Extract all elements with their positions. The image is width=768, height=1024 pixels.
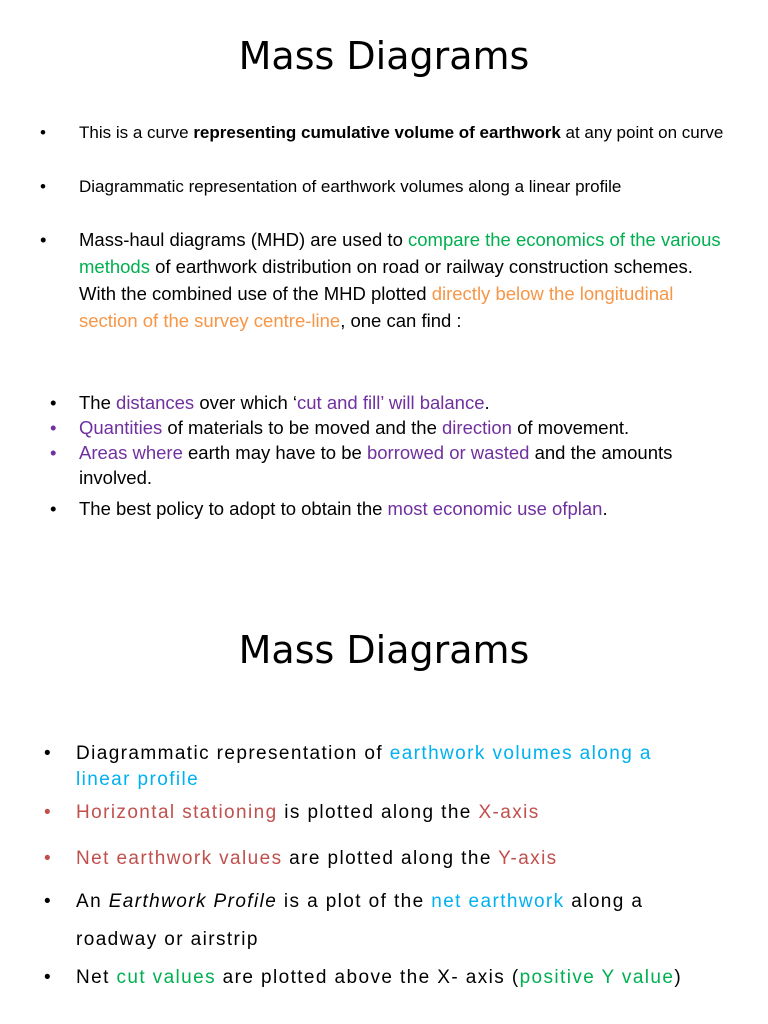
- bullet-marker: •: [40, 229, 47, 250]
- text-run: ): [674, 967, 683, 988]
- bullet-marker: •: [44, 848, 53, 869]
- text-run: Diagrammatic representation of: [76, 743, 390, 764]
- bullet-net-cut-values: [76, 965, 686, 991]
- text-run-blue: earthwork volumes along a linear profile: [76, 743, 652, 790]
- text-run: are plotted along the: [282, 848, 499, 869]
- text-run: is plotted along the: [277, 802, 479, 823]
- bullet-cumulative-curve: [79, 119, 739, 146]
- bullet-marker: •: [44, 967, 53, 988]
- text-run-purple: cut and fill’ will balance: [297, 392, 485, 413]
- text-run: is a plot of the: [277, 891, 432, 912]
- text-run: of movement.: [511, 417, 630, 438]
- text-run: of materials to be moved and the: [162, 417, 443, 438]
- slide-title: Mass Diagrams: [238, 34, 530, 78]
- bullet-marker: •: [40, 177, 46, 196]
- bullet-diagrammatic: [76, 741, 676, 793]
- text-run-purple: borrowed or wasted: [366, 442, 530, 463]
- text-run: Net: [76, 967, 117, 988]
- text-run-orange: directly below the longitudinal section of the survey centre-line: [79, 283, 674, 331]
- bullet-marker: •: [50, 417, 57, 438]
- text-run-red: X-axis: [478, 802, 540, 823]
- text-run: .: [602, 498, 608, 519]
- text-run-purple: most economic use ofplan: [387, 498, 603, 519]
- text-run: along a roadway or airstrip: [76, 891, 644, 950]
- text-run: are plotted above the X- axis (: [216, 967, 520, 988]
- text-run-green: compare the economics of the various methods: [79, 229, 721, 277]
- text-run-red: Net earthwork values: [76, 848, 283, 869]
- text-run-italic: Earthwork Profile: [108, 891, 278, 912]
- slide-2: [0, 600, 768, 1024]
- text-run: at any point on curve: [560, 123, 724, 142]
- text-run: and the amounts involved.: [79, 442, 673, 488]
- text-run-green: positive Y value: [519, 967, 675, 988]
- bullet-marker: •: [50, 498, 57, 519]
- text-run-bold: representing cumulative volume of earthwork: [193, 123, 561, 142]
- bullet-marker: •: [44, 743, 53, 764]
- bullet-net-earthwork-values: [76, 846, 736, 872]
- bullet-marker: •: [44, 802, 53, 823]
- text-run: , one can find :: [340, 310, 462, 331]
- bullet-areas: [79, 440, 699, 490]
- bullet-marker: •: [50, 392, 57, 413]
- text-run: The best policy to adopt to obtain the: [79, 498, 388, 519]
- bullet-marker: •: [40, 123, 46, 142]
- bullet-mass-haul: [79, 226, 729, 334]
- text-run-purple: Areas where: [79, 442, 183, 463]
- bullet-earthwork-profile: [76, 883, 706, 959]
- text-run-green: cut values: [116, 967, 216, 988]
- text-run: An: [76, 891, 109, 912]
- bullet-distances: [79, 390, 729, 415]
- bullet-diagrammatic: [79, 173, 739, 200]
- bullet-best-policy: [79, 496, 739, 521]
- text-run: earth may have to be: [182, 442, 367, 463]
- text-run: Diagrammatic representation of earthwork volumes along a linear profile: [79, 177, 622, 196]
- text-run: Mass-haul diagrams (MHD) are used to: [79, 229, 408, 250]
- bullet-marker: •: [50, 442, 57, 463]
- text-run-purple: distances: [116, 392, 195, 413]
- bullet-horizontal-stationing: [76, 800, 736, 826]
- text-run-purple: Quantities: [79, 417, 163, 438]
- bullet-quantities: [79, 415, 729, 440]
- text-run-red: Horizontal stationing: [76, 802, 278, 823]
- text-run: of earthwork distribution on road or railway construction schemes. With the combined use of the MHD plotted: [79, 256, 693, 304]
- text-run-purple: direction: [442, 417, 512, 438]
- slide-title: Mass Diagrams: [238, 628, 530, 672]
- text-run: The: [79, 392, 117, 413]
- text-run: .: [484, 392, 490, 413]
- text-run: over which ‘: [194, 392, 298, 413]
- text-run-red: Y-axis: [498, 848, 558, 869]
- text-run-blue: net earthwork: [431, 891, 565, 912]
- bullet-marker: •: [44, 891, 53, 912]
- text-run: This is a curve: [79, 123, 194, 142]
